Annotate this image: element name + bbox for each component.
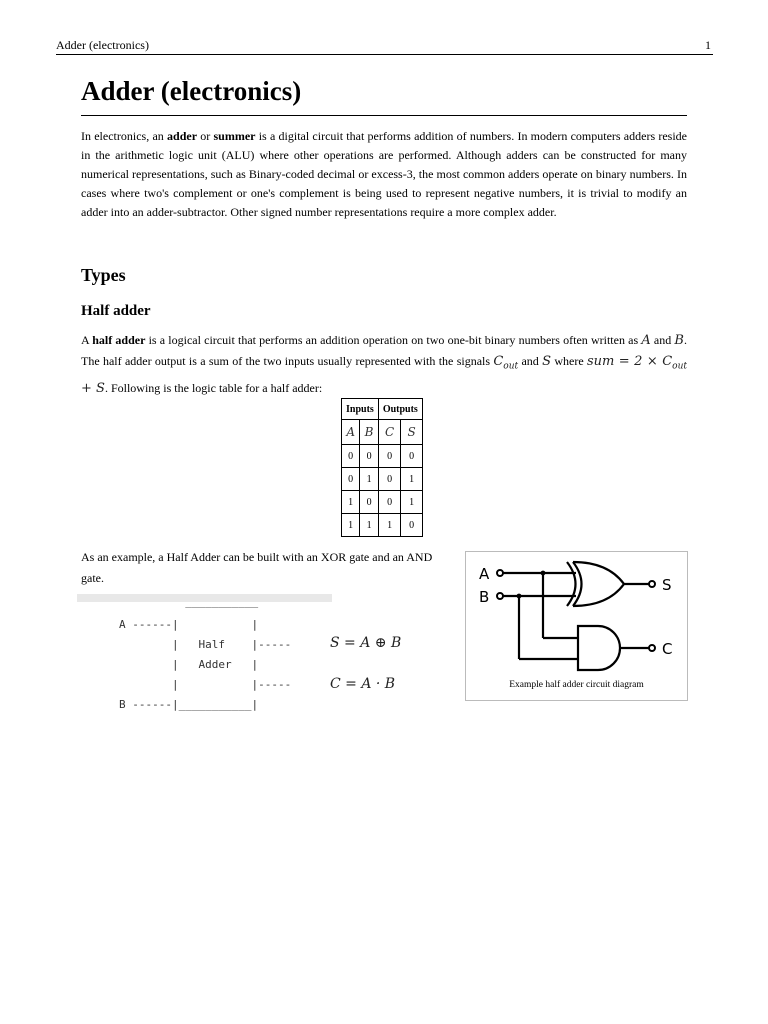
figure-caption: Example half adder circuit diagram [509,680,644,690]
table-row [342,514,423,537]
ascii-diagram [119,595,292,711]
running-header-title: Adder (electronics) [56,38,149,52]
term-adder: adder [167,129,198,143]
sum-expression: S = A ⊕ B [330,635,402,651]
table-cell: 1 [401,468,422,491]
truth-table-var: S [401,420,422,445]
table-cell: 0 [401,514,422,537]
ascii-line: | |----- [119,678,292,691]
table-cell: 0 [360,445,379,468]
term-summer: summer [213,129,256,143]
page-number: 1 [705,38,711,52]
intro-paragraph: In electronics, an adder or summer is a digital circuit that performs addition of numbers. In modern computers adders reside in the arithmetic logic unit (ALU) where other operations are performed. Although adders can be constructed for many numerical representations, such as Binary-coded decimal or excess-3, the most common adders operate on binary numbers. In cases where two's complement or one's complement is being used to represent negative numbers, it is trivial to modify an adder into an adder-subtractor. Other signed number representations require a more complex adder. [81,129,688,219]
table-cell: 0 [378,445,401,468]
table-cell: 0 [378,491,401,514]
table-cell: 0 [342,468,360,491]
table-cell: 1 [360,514,379,537]
table-cell: 0 [342,445,360,468]
truth-table-var: A [342,420,360,445]
table-row [342,445,423,468]
carry-expression: C = A · B [330,676,396,692]
math-b: B [674,333,684,348]
ascii-line: | Half |----- [119,638,292,651]
table-cell: 0 [360,491,379,514]
table-cell: 0 [378,468,401,491]
running-header [56,38,713,55]
ascii-line: A ------| | [119,618,259,631]
label-c: C [662,640,673,658]
label-b: B [479,588,490,606]
truth-table-var: B [360,420,379,445]
junction-dot [517,594,522,599]
table-cell: 1 [342,514,360,537]
table-row [342,468,423,491]
term-half-adder: half adder [92,333,146,347]
section-heading-types: Types [81,265,126,285]
ascii-line: ___________ [119,595,259,608]
table-cell: 1 [378,514,401,537]
truth-table-var: C [378,420,401,445]
truth-table-header-inputs: Inputs [342,399,379,420]
math-a: A [641,333,651,348]
table-cell: 1 [360,468,379,491]
half-adder-circuit-diagram [466,552,687,677]
label-s: S [662,576,672,594]
truth-table [341,398,423,537]
half-adder-paragraph: A half adder is a logical circuit that performs an addition operation on two one-bit binary numbers often written as A and B. The half adder output is a sum of the two inputs usually represented with the signals $C_{out}$ and S where sum = $2 \times C_{out} + S$. Following is the logic table for a half adder: [81,333,687,396]
page-title: Adder (electronics) [81,76,687,116]
ascii-line: B ------|___________| [119,698,259,711]
label-a: A [479,565,490,583]
table-cell: 0 [401,445,422,468]
math-cout: $C_{out}$ [493,354,519,372]
table-cell: 1 [401,491,422,514]
ascii-line: | Adder | [119,658,259,671]
example-paragraph: As an example, a Half Adder can be built with an XOR gate and an AND gate. [81,550,433,585]
truth-table-header-outputs: Outputs [378,399,422,420]
section-heading-half-adder: Half adder [81,303,151,319]
table-row [342,491,423,514]
math-sum-equation: sum = $2 \times C_{out} + S$ [81,354,687,396]
table-cell: 1 [342,491,360,514]
circuit-figure [465,551,688,701]
junction-dot [541,571,546,576]
math-s: S [542,354,552,369]
